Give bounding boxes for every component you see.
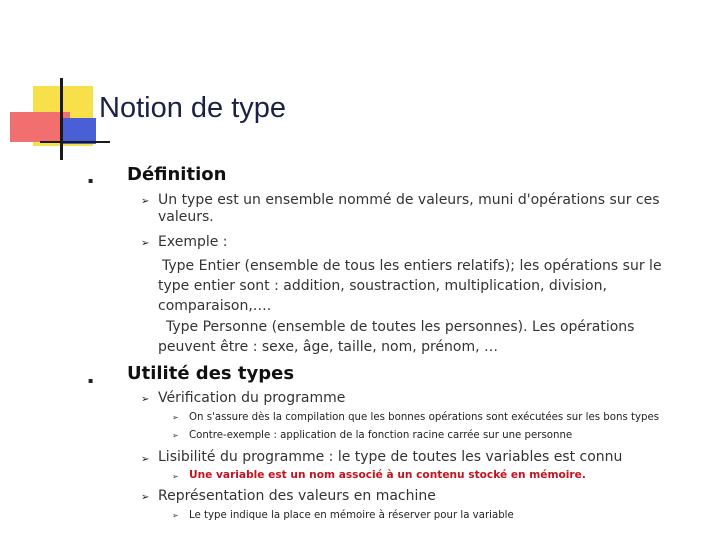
decor-horizontal-line [40,141,110,143]
item-bullet: ➢ [141,196,150,207]
example-personne-text: (ensemble de toutes les personnes). Les opérations [267,319,635,335]
lisibilite-text: Lisibilité du programme : le type de toutes les variables est connu [158,449,623,465]
definition-text-line1: Un type est un ensemble nommé de valeurs, muni d'opérations sur ces [158,192,660,208]
example-label: Exemple : [158,234,228,250]
subitem-bullet: ➢ [172,472,179,481]
subitem-bullet: ➢ [172,413,179,422]
subitem-bullet: ➢ [172,431,179,440]
representation-sub1: Le type indique la place en mémoire à réserver pour la variable [189,510,514,521]
lisibilite-sub1-highlight: Une variable est un nom associé à un contenu stocké en mémoire. [189,469,586,481]
section-bullet: ▪ [88,176,94,185]
example-personne-line2: peuvent être : sexe, âge, taille, nom, prénom, … [158,339,499,355]
verification-sub1: On s'assure dès la compilation que les bonnes opérations sont exécutées sur les bons types [189,412,660,423]
item-bullet: ➢ [141,492,150,503]
example-personne-keyword: Type Personne [166,319,268,335]
example-personne-line1 [166,317,634,338]
example-entier-line1 [162,256,662,277]
verification-text: Vérification du programme [158,390,346,406]
example-entier-keyword: Type Entier [162,258,241,274]
example-entier-line2: type entier sont : addition, soustraction, multiplication, division, [158,278,607,294]
subitem-bullet: ➢ [172,511,179,520]
item-bullet: ➢ [141,454,150,465]
example-entier-line3: comparaison,…. [158,298,272,314]
section-heading-definition: Définition [127,164,227,185]
section-heading-utilite: Utilité des types [127,363,295,384]
section-bullet: ▪ [88,376,94,385]
definition-text-line2: valeurs. [158,209,214,225]
item-bullet: ➢ [141,394,150,405]
verification-sub2: Contre-exemple : application de la fonction racine carrée sur une personne [189,430,573,441]
representation-text: Représentation des valeurs en machine [158,488,436,504]
example-entier-text: (ensemble de tous les entiers relatifs); les opérations sur le [240,258,662,274]
item-bullet: ➢ [141,238,150,249]
slide-title: Notion de type [99,92,287,124]
decor-vertical-line [60,78,63,160]
